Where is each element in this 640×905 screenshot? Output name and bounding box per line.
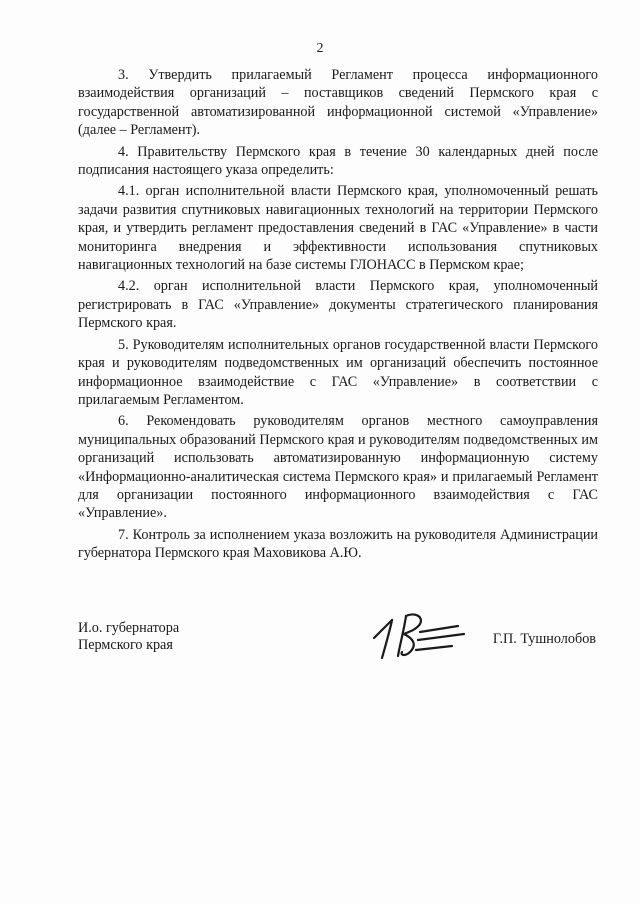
paragraph-4-1: 4.1. орган исполнительной власти Пермского края, уполномоченный решать задачи развития спутниковых навигационных технологий на территории Пермского края, и утвердить регламент предоставления сведений в ГАС «Управление» в части мониторинга внедрения и эффективности использования спутниковых навигационных технологий на базе системы ГЛОНАСС в Пермском крае; [78,183,598,274]
paragraph-6: 6. Рекомендовать руководителям органов местного самоуправления муниципальных образований Пермского края и руководителям подведомственных им организаций использовать автоматизированную информационную систему «Информационно-аналитическая система Пермского края» и прилагаемый Регламент для организации постоянного информационного взаимодействия с ГАС «Управление». [78,413,598,522]
signatory-name: Г.П. Тушнолобов [492,631,596,647]
signatory-title-line-1: И.о. губернатора [78,620,180,636]
paragraph-3: 3. Утвердить прилагаемый Регламент процесса информационного взаимодействия организаций – поставщиков сведений Пермского края с государственной автоматизированной информационной системой «Управление» (далее – Регламент). [78,67,598,139]
signatory-title-line-2: Пермского края [78,637,173,653]
paragraph-4-2: 4.2. орган исполнительной власти Пермского края, уполномоченный регистрировать в ГАС «Управление» документы стратегического планирования Пермского края. [78,278,598,332]
signatory-title [78,620,179,654]
signature-block [78,620,598,680]
handwritten-signature [368,608,478,664]
paragraph-7: 7. Контроль за исполнением указа возложить на руководителя Администрации губернатора Пермского края Маховикова А.Ю. [78,526,598,562]
page-number: 2 [316,41,324,56]
paragraph-5: 5. Руководителям исполнительных органов государственной власти Пермского края и руководителям подведомственных им организаций обеспечить постоянное информационное взаимодействие с ГАС «Управление» в соответствии с прилагаемым Регламентом. [78,336,598,408]
document-body [78,66,598,566]
paragraph-4: 4. Правительству Пермского края в течение 30 календарных дней после подписания настоящего указа определить: [78,143,598,179]
